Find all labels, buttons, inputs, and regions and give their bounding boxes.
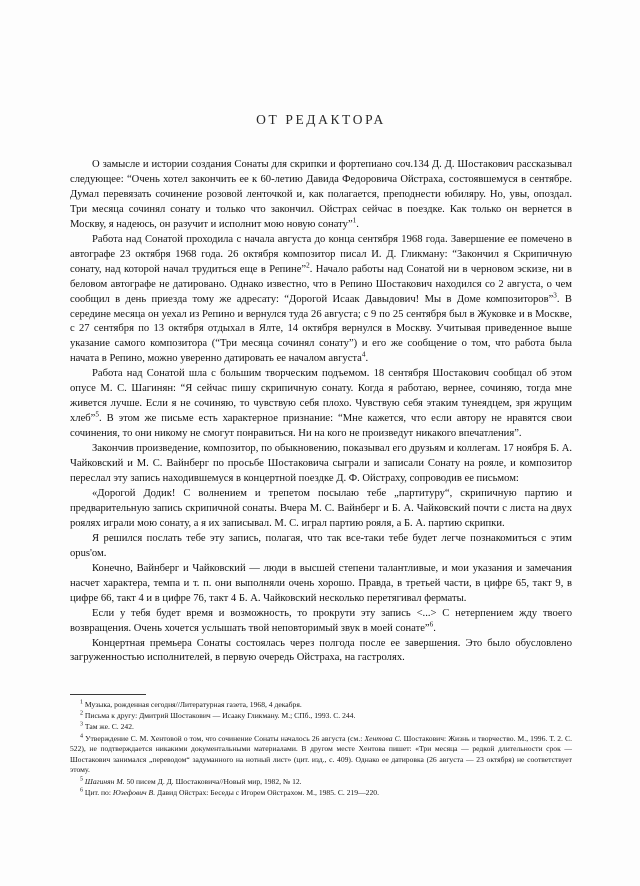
paragraph-2	[70, 233, 572, 368]
footnote-item	[70, 722, 572, 733]
footnote-ref-4[interactable]: 4	[361, 350, 366, 359]
footnote-ref-2[interactable]: 2	[306, 261, 310, 270]
paragraph-3-tail: . В этом же письме есть характерное признание: “Мне кажется, что если автору не нравятся свои сочинения, то они никому не смогут понравиться. Ни на кого не произведут никакого впечатления”.	[70, 413, 572, 440]
footnote-list	[70, 700, 572, 798]
footnote-marker: 4	[80, 733, 83, 740]
body-text-block	[70, 158, 572, 666]
footnote-text-part: Шостакович: Жизнь и творчество. М., 1996. Т. 2. С. 522), не подтверждается никакими документальными материалами. В другом месте Хентова пишет: «Три месяца — редкой длительности срок — Шостакович занимался „переводом“ задуманного на нотный лист» (цит. изд., с. 409). Однако ее датировка (26 августа — 23 октября) не соответствует этому.	[70, 733, 572, 775]
paragraph-2-tail-3: .	[365, 353, 369, 365]
paragraph-1	[70, 158, 572, 233]
footnote-item	[70, 777, 572, 788]
paragraph-1-tail: .	[356, 218, 359, 230]
paragraph-2-text: Работа над Сонатой проходила с начала августа до конца сентября 1968 года. Завершение ее помечено в автографе 23 октября 1968 года. 26 октября композитор писал И. Д. Гликману: “Закончил я Скрипичную сонату, над которой начал трудиться еще в Репине”	[70, 233, 572, 275]
footnote-ref-3[interactable]: 3	[553, 291, 557, 300]
footnotes-section	[70, 694, 572, 799]
footnote-item	[70, 711, 572, 722]
footnote-cited-author: Шагинян М.	[84, 776, 125, 786]
paragraph-6: Я решился послать тебе эту запись, полагая, что так все-таки тебе будет легче познакомиться с этим opus'ом.	[70, 532, 572, 559]
footnote-text-part: Давид Ойстрах: Беседы с Игорем Ойстрахом. М., 1985. С. 219—220.	[155, 787, 379, 797]
footnote-cited-author: Юзефович В.	[112, 787, 156, 797]
paragraph-2-tail: . Начало работы над Сонатой ни в черновом эскизе, ни в беловом автографе не датировано. Однако известно, что в Репино Шостакович находился со 2 августа, о чем сообщил в день приезда тому же адресату: “Дорогой Исаак Давыдович! Мы в Доме композиторов”	[70, 263, 573, 305]
document-body	[70, 0, 572, 666]
footnote-ref-6[interactable]: 6	[429, 620, 434, 629]
footnote-text-part: Утверждение С. М. Хентовой о том, что сочинение Сонаты началось 26 августа (см.:	[85, 733, 365, 743]
footnote-marker: 3	[80, 721, 83, 728]
paragraph-9: Концертная премьера Сонаты состоялась через полгода после ее завершения. Это было обусловлено загруженностью исполнителей, в первую очередь Ойстраха, на гастролях.	[70, 637, 572, 664]
footnote-item	[70, 700, 572, 711]
page-title: ОТ РЕДАКТОРА	[256, 112, 386, 127]
footnote-separator-rule	[70, 694, 146, 695]
footnote-text: Музыка, рожденная сегодня//Литературная газета, 1968, 4 декабря.	[84, 700, 302, 709]
paragraph-4: Закончив произведение, композитор, по обыкновению, показывал его друзьям и коллегам. 17 ноября Б. А. Чайковский и М. С. Вайнберг по просьбе Шостаковича сыграли и записали Сонату на рояле, и композитор переслал эту запись находившемуся в концертной поездке Д. Ф. Ойстраху, сопроводив ее письмом:	[70, 443, 572, 485]
footnote-ref-1[interactable]: 1	[352, 216, 357, 225]
paragraph-8	[70, 607, 572, 637]
footnote-marker: 2	[80, 710, 83, 717]
footnote-text: Письма к другу: Дмитрий Шостакович — Исааку Гликману. М.; СПб., 1993. С. 244.	[84, 711, 356, 721]
footnote-item	[70, 788, 572, 799]
paragraph-3-text: Работа над Сонатой шла с большим творческим подъемом. 18 сентября Шостакович сообщал об этом опусе М. С. Шагинян: “Я сейчас пишу скрипичную сонату. Когда я работаю, вернее, сочиняю, тогда мне живется лучше. Если я не сочиняю, то чувствую себя плохо. Чувствую себя этаким тунеядцем, зря жрущим хлеб”	[70, 368, 572, 425]
paragraph-2-tail-2: . В середине месяца он уехал из Репино и вернулся туда 26 августа; с 9 по 25 сентября был в Жуковке и в Москве, с 27 сентября по 13 октября отдыхал в Ялте, 14 октября вернулся в Москву. Учитывая приведенное выше указание самого композитора (“Три месяца сочинял сонату”) и его же сообщение о том, что работа была начата в Репино, можно уверенно датировать ее началом августа	[70, 293, 572, 365]
paragraph-3	[70, 367, 572, 442]
footnote-marker: 1	[80, 699, 83, 706]
paragraph-7: Конечно, Вайнберг и Чайковский — люди в высшей степени талантливые, и мои указания и замечания насчет характера, темпа и т. п. они выполняли очень хорошо. Правда, в третьей части, в цифре 65, такт 9, в цифре 66, такт 4 и в цифре 76, такт 4 Б. А. Чайковский несколько перетягивал ферматы.	[70, 562, 572, 604]
paragraph-8-tail: .	[433, 622, 436, 634]
paragraph-8-text: Если у тебя будет время и возможность, то прокрути эту запись <...> С нетерпением жду твоего возвращения. Очень хочется услышать твой неповторимый звук в моей сонате”	[70, 607, 572, 634]
paragraph-1-text: О замысле и истории создания Сонаты для скрипки и фортепиано соч.134 Д. Д. Шостакович рассказывал следующее: “Очень хотел закончить ее к 60-летию Давида Федоровича Ойстраха, состоявшемуся в сентябре. Думал перевязать сочинение розовой ленточкой и, как полагается, преподнести юбиляру. Но, увы, опоздал. Три месяца сочинял сонату и только что закончил. Ойстрах сейчас в поездке. Как только он вернется в Москву, я надеюсь, он разучит и исполнит мою новую сонату”	[70, 159, 572, 230]
footnote-text-part: 50 писем Д. Д. Шостаковича//Новый мир, 1982, № 12.	[124, 776, 302, 786]
footnote-text-part: Цит. по:	[84, 787, 113, 797]
footnote-text: Там же. С. 242.	[84, 722, 134, 732]
footnote-item	[70, 734, 572, 776]
footnote-cited-author: Хентова С.	[364, 733, 402, 743]
footnote-marker: 5	[80, 776, 83, 782]
paragraph-5: «Дорогой Додик! С волнением и трепетом посылаю тебе „партитуру“, скрипичную партию и предварительную запись скрипичной сонаты. Вчера М. С. Вайнберг и Б. А. Чайковский почти с листа на двух роялях играли мою сонату, а я их записывал. М. С. играл партию рояля, а Б. А. партию скрипки.	[70, 487, 572, 529]
footnote-marker: 6	[80, 787, 83, 794]
footnote-ref-5[interactable]: 5	[95, 410, 99, 419]
